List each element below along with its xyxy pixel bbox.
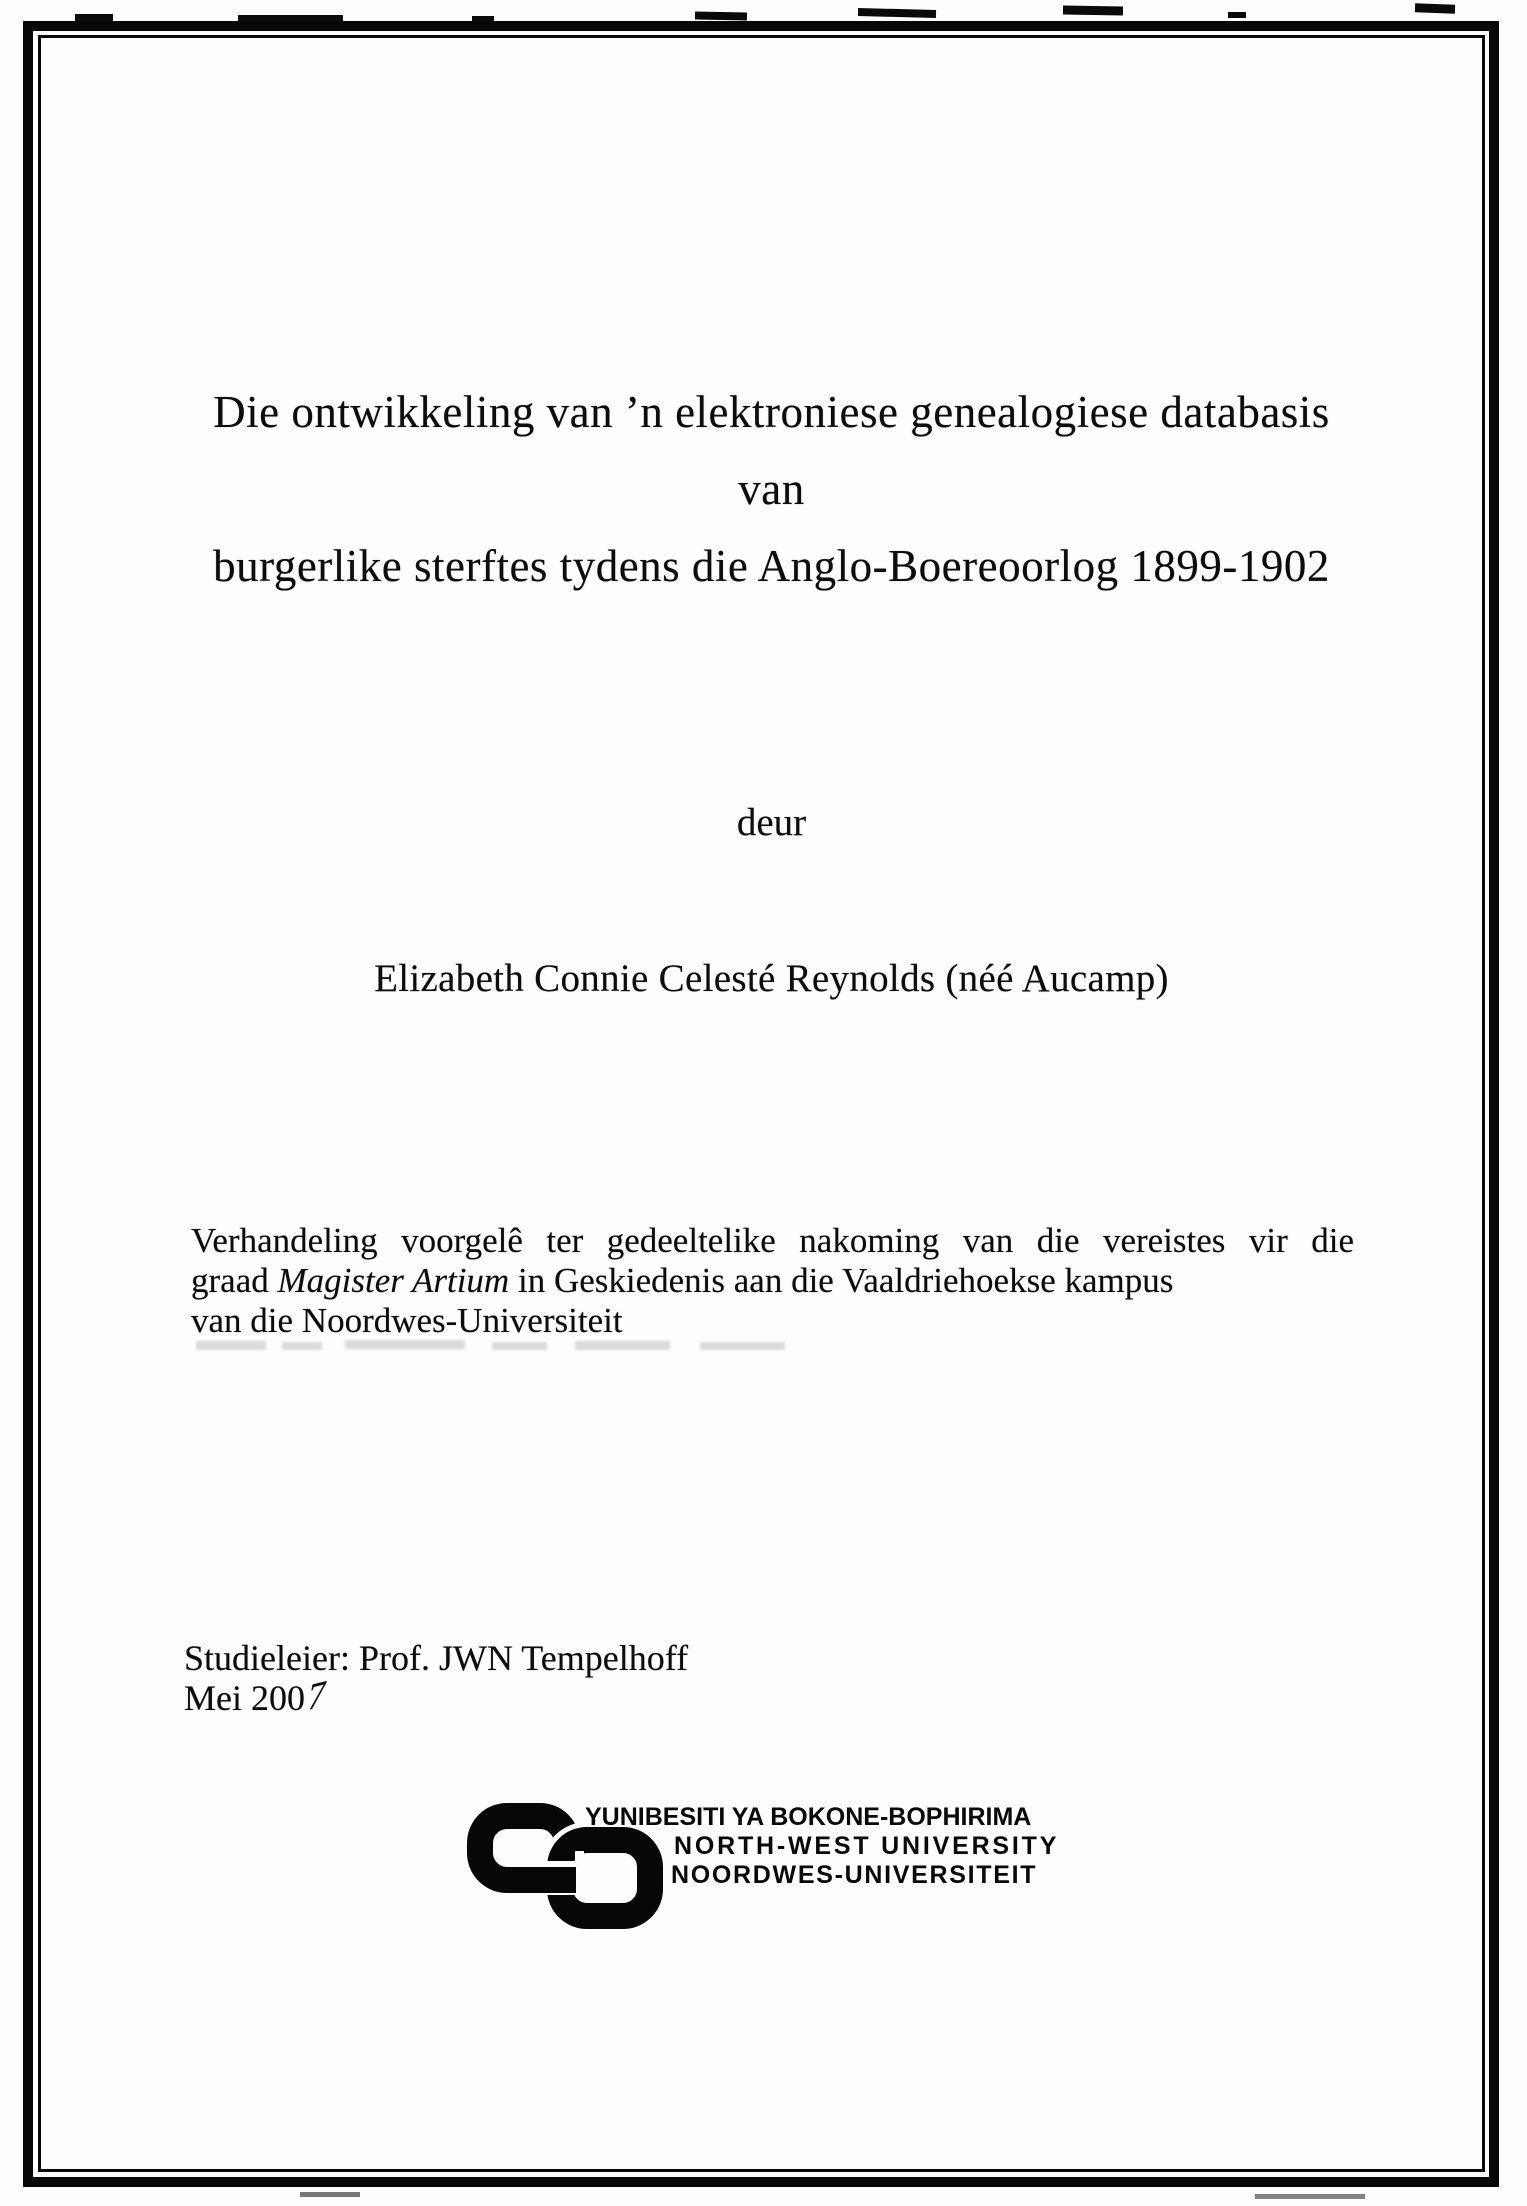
scan-artifact bbox=[1415, 3, 1455, 13]
degree-statement-line2 bbox=[191, 1261, 1354, 1301]
degree-statement-line2-prefix: graad bbox=[191, 1261, 278, 1300]
thesis-title bbox=[190, 374, 1353, 605]
bleed-through-artifact bbox=[700, 1342, 785, 1350]
degree-name-italic: Magister Artium bbox=[277, 1261, 510, 1300]
date-line bbox=[184, 1671, 688, 1720]
scan-artifact bbox=[300, 2192, 360, 2197]
nwu-name-setswana: YUNIBESITI YA BOKONE-BOPHIRIMA bbox=[585, 1803, 1032, 1831]
bleed-through-artifact bbox=[492, 1342, 547, 1350]
bleed-through-artifact bbox=[196, 1341, 266, 1350]
bleed-through-artifact bbox=[575, 1341, 670, 1350]
scan-artifact bbox=[1255, 2194, 1365, 2199]
nwu-name-english: NORTH-WEST UNIVERSITY bbox=[674, 1832, 1060, 1860]
bleed-through-artifact bbox=[282, 1342, 322, 1350]
thesis-title-line2: burgerlike sterftes tydens die Anglo-Boereoorlog 1899-1902 bbox=[213, 541, 1330, 591]
degree-statement-line2-suffix: in Geskiedenis aan die Vaaldriehoekse kampus bbox=[509, 1261, 1174, 1300]
scan-artifact bbox=[1063, 5, 1123, 15]
byline: deur bbox=[736, 801, 807, 844]
thesis-title-line1: Die ontwikkeling van ’n elektroniese genealogiese databasis van bbox=[213, 387, 1330, 514]
nwu-name-afrikaans: NOORDWES-UNIVERSITEIT bbox=[671, 1861, 1038, 1889]
nwu-logo-wordmark bbox=[585, 1803, 1065, 1890]
scan-artifact bbox=[695, 12, 747, 21]
date-last-digit: 7 bbox=[304, 1671, 330, 1720]
degree-statement-line3: van die Noordwes-Universiteit bbox=[191, 1301, 623, 1340]
scan-artifact bbox=[858, 8, 936, 18]
degree-statement-line1: Verhandeling voorgelê ter gedeeltelike nakoming van die vereistes vir die bbox=[191, 1221, 1354, 1260]
scan-artifact bbox=[1228, 12, 1246, 18]
supervisor-block bbox=[184, 1638, 688, 1718]
author-name: Elizabeth Connie Celesté Reynolds (néé Aucamp) bbox=[374, 957, 1169, 1000]
degree-statement bbox=[191, 1221, 1354, 1341]
bleed-through-artifact bbox=[345, 1340, 465, 1349]
date-prefix: Mei 200 bbox=[184, 1678, 305, 1718]
supervisor-line: Studieleier: Prof. JWN Tempelhoff bbox=[184, 1638, 689, 1678]
